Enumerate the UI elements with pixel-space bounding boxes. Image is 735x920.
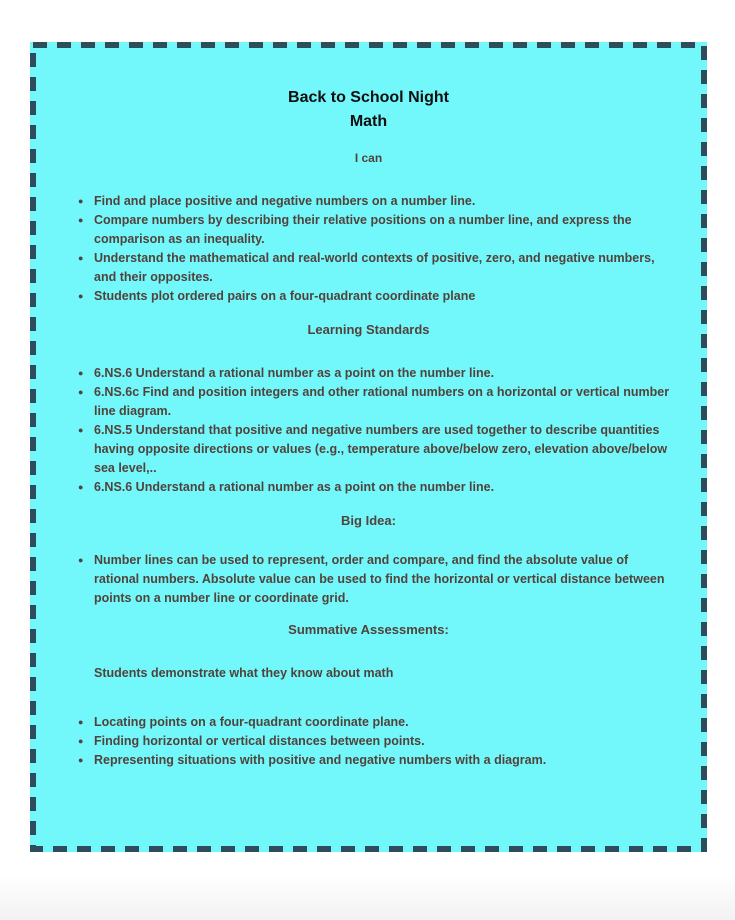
bullet-icon: ● <box>78 482 84 492</box>
i-can-heading: I can <box>354 151 383 165</box>
summative-list <box>76 713 681 770</box>
list-item-text: 6.NS.6c Find and position integers and other rational numbers on a horizontal or vertical number line diagram. <box>94 385 670 418</box>
list-item-text: Understand the mathematical and real-world contexts of positive, zero, and negative numbers, and their opposites. <box>94 251 655 284</box>
bullet-icon: ● <box>78 555 84 565</box>
list-item <box>76 732 681 751</box>
learning-standards-heading: Learning Standards <box>307 322 430 337</box>
list-item <box>76 478 681 497</box>
list-item <box>76 364 681 383</box>
list-item <box>76 211 681 249</box>
page-edge-shadow <box>0 875 735 920</box>
list-item-text: Locating points on a four-quadrant coordinate plane. <box>94 715 409 729</box>
bullet-icon: ● <box>78 196 84 206</box>
slide-content <box>30 42 707 852</box>
list-item-text: Find and place positive and negative numbers on a number line. <box>94 194 476 208</box>
list-item <box>76 249 681 287</box>
title-line-2: Math <box>349 113 388 130</box>
list-item <box>76 713 681 732</box>
list-item-text: Finding horizontal or vertical distances between points. <box>94 734 425 748</box>
bullet-icon: ● <box>78 368 84 378</box>
bullet-icon: ● <box>78 425 84 435</box>
slide-title <box>76 86 661 134</box>
list-item <box>76 383 681 421</box>
big-idea-heading: Big Idea: <box>341 513 396 528</box>
bullet-icon: ● <box>78 717 84 727</box>
standards-list <box>76 364 681 497</box>
list-item-text: Representing situations with positive and negative numbers with a diagram. <box>94 753 547 767</box>
list-item-text: Number lines can be used to represent, order and compare, and find the absolute value of rational numbers. Absolute value can be used to find the horizontal or vertical distance between points on a number line or coordinate grid. <box>94 553 665 605</box>
big-idea-list <box>76 551 681 608</box>
list-item <box>76 192 681 211</box>
bullet-icon: ● <box>78 387 84 397</box>
list-item-text: 6.NS.6 Understand a rational number as a point on the number line. <box>94 366 495 380</box>
bullet-icon: ● <box>78 253 84 263</box>
bullet-icon: ● <box>78 215 84 225</box>
summative-intro-text: Students demonstrate what they know about math <box>94 666 394 680</box>
list-item-text: 6.NS.5 Understand that positive and negative numbers are used together to describe quantities having opposite directions or values (e.g., temperature above/below zero, elevation above/below sea level,.. <box>94 423 668 475</box>
title-line-1: Back to School Night <box>288 89 449 106</box>
bullet-icon: ● <box>78 736 84 746</box>
list-item <box>76 421 681 478</box>
list-item <box>76 287 681 306</box>
list-item <box>76 551 681 608</box>
i-can-list <box>76 192 681 306</box>
list-item-text: Students plot ordered pairs on a four-quadrant coordinate plane <box>94 289 476 303</box>
list-item-text: Compare numbers by describing their relative positions on a number line, and express the comparison as an inequality. <box>94 213 632 246</box>
bullet-icon: ● <box>78 755 84 765</box>
slide-container <box>30 42 707 852</box>
bullet-icon: ● <box>78 291 84 301</box>
list-item-text: 6.NS.6 Understand a rational number as a point on the number line. <box>94 480 495 494</box>
summative-assessments-heading: Summative Assessments: <box>288 622 449 637</box>
list-item <box>76 751 681 770</box>
